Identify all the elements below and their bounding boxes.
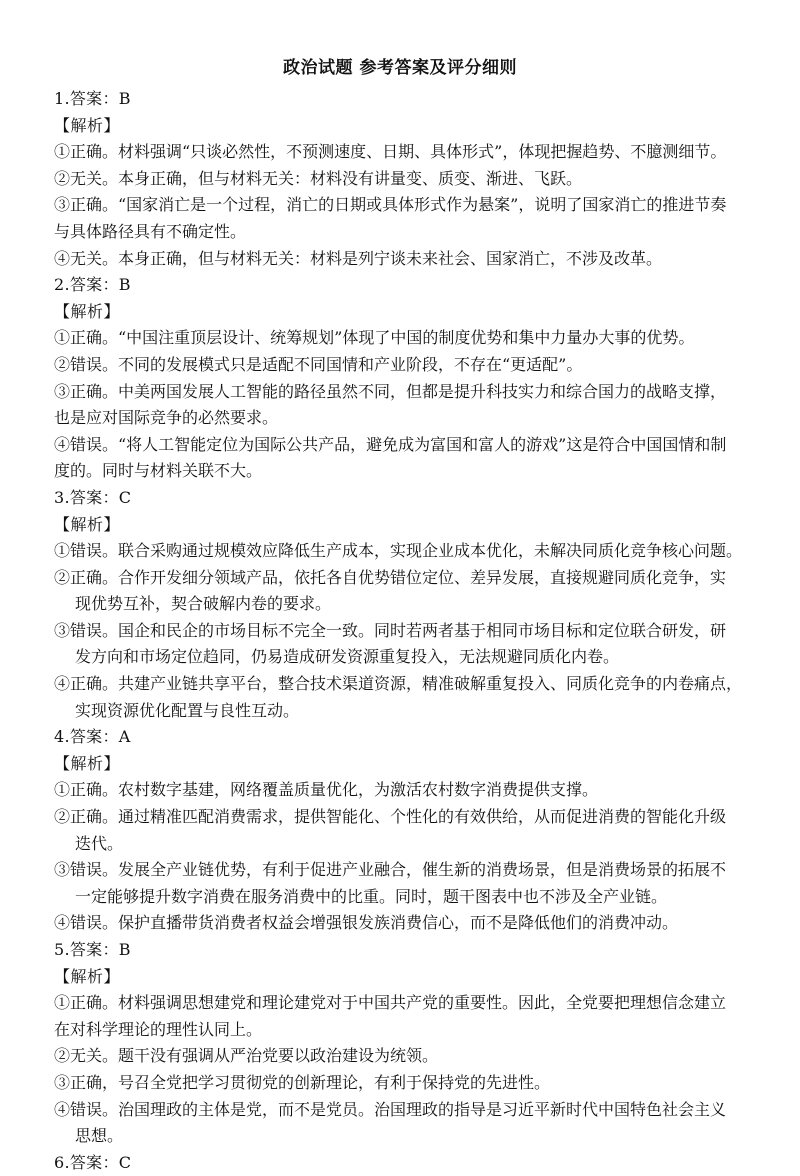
analysis-line: 也是应对国际竞争的必然要求。 <box>54 408 279 428</box>
section-heading: 【解析】 <box>54 753 121 773</box>
answer-content <box>54 86 774 1176</box>
analysis-line: 与具体路径具有不确定性。 <box>54 221 247 241</box>
answer-line: 5.答案：B <box>54 940 131 959</box>
analysis-line: ①正确。材料强调思想建党和理论建党对于中国共产党的重要性。因此，全党要把理想信念建立 <box>54 993 727 1013</box>
analysis-line-continued: 发方向和市场定位趋同，仍易造成研发资源重复投入，无法规避同质化内卷。 <box>75 647 620 667</box>
analysis-line-continued: 一定能够提升数字消费在服务消费中的比重。同时，题干图表中也不涉及全产业链。 <box>75 886 668 906</box>
analysis-line-continued: 迭代。 <box>75 833 124 853</box>
section-heading: 【解析】 <box>54 966 121 986</box>
analysis-line: ③正确。中美两国发展人工智能的路径虽然不同，但都是提升科技实力和综合国力的战略支撑， <box>54 381 727 401</box>
analysis-line: ①正确。“中国注重顶层设计、统筹规划”体现了中国的制度优势和集中力量办大事的优势。 <box>54 328 695 348</box>
analysis-line: ②无关。题干没有强调从严治党要以政治建设为统领。 <box>54 1046 439 1066</box>
analysis-line: ③错误。发展全产业链优势，有利于促进产业融合，催生新的消费场景，但是消费场景的拓展不 <box>54 860 727 880</box>
analysis-line: ④错误。保护直播带货消费者权益会增强银发族消费信心，而不是降低他们的消费冲动。 <box>54 913 679 933</box>
analysis-line: ②错误。不同的发展模式只是适配不同国情和产业阶段，不存在“更适配”。 <box>54 354 583 374</box>
section-heading: 【解析】 <box>54 301 121 321</box>
analysis-line: ①正确。农村数字基建，网络覆盖质量优化，为激活农村数字消费提供支撑。 <box>54 780 599 800</box>
analysis-line: ②正确。合作开发细分领域产品，依托各自优势错位定位、差异发展，直接规避同质化竞争，实 <box>54 567 727 587</box>
analysis-line: ④错误。“将人工智能定位为国际公共产品，避免成为富国和富人的游戏”这是符合中国国情和制 <box>54 434 727 454</box>
analysis-line: ①错误。联合采购通过规模效应降低生产成本，实现企业成本优化，未解决同质化竞争核心问题。 <box>54 541 743 561</box>
analysis-line-continued: 实现资源优化配置与良性互动。 <box>75 700 300 720</box>
answer-line: 2.答案：B <box>54 275 131 295</box>
answer-line: 3.答案：C <box>54 487 132 507</box>
analysis-line: 在对科学理论的理性认同上。 <box>54 1019 263 1039</box>
analysis-line: ③正确，号召全党把学习贯彻党的创新理论，有利于保持党的先进性。 <box>54 1072 551 1092</box>
section-heading: 【解析】 <box>54 115 121 135</box>
answer-line: 1.答案：B <box>54 89 131 108</box>
analysis-line: ④正确。共建产业链共享平台，整合技术渠道资源，精准破解重复投入、同质化竞争的内卷痛点， <box>54 674 743 694</box>
answer-line: 4.答案：A <box>54 727 131 747</box>
page-title: 政治试题 参考答案及评分细则 <box>283 58 517 78</box>
analysis-line-continued: 思想。 <box>75 1126 124 1146</box>
analysis-line: ①正确。材料强调“只谈必然性，不预测速度、日期、具体形式”，体现把握趋势、不臆测细节。 <box>54 142 727 162</box>
analysis-line: ③错误。国企和民企的市场目标不完全一致。同时若两者基于相同市场目标和定位联合研发，研 <box>54 620 727 640</box>
analysis-line: ②正确。通过精准匹配消费需求，提供智能化、个性化的有效供给，从而促进消费的智能化升级 <box>54 807 727 827</box>
section-heading: 【解析】 <box>54 514 121 534</box>
analysis-line: ④错误。治国理政的主体是党，而不是党员。治国理政的指导是习近平新时代中国特色社会主义 <box>54 1099 727 1119</box>
answer-line: 6.答案：C <box>54 1152 132 1172</box>
analysis-line: ③正确。“国家消亡是一个过程，消亡的日期或具体形式作为悬案”，说明了国家消亡的推进节奏 <box>54 195 727 215</box>
analysis-line-continued: 现优势互补，契合破解内卷的要求。 <box>75 594 332 614</box>
analysis-line: ④无关。本身正确，但与材料无关：材料是列宁谈未来社会、国家消亡，不涉及改革。 <box>54 248 663 268</box>
analysis-line: ②无关。本身正确，但与材料无关：材料没有讲量变、质变、渐进、飞跃。 <box>54 168 583 188</box>
analysis-line: 度的。同时与材料关联不大。 <box>54 461 263 481</box>
